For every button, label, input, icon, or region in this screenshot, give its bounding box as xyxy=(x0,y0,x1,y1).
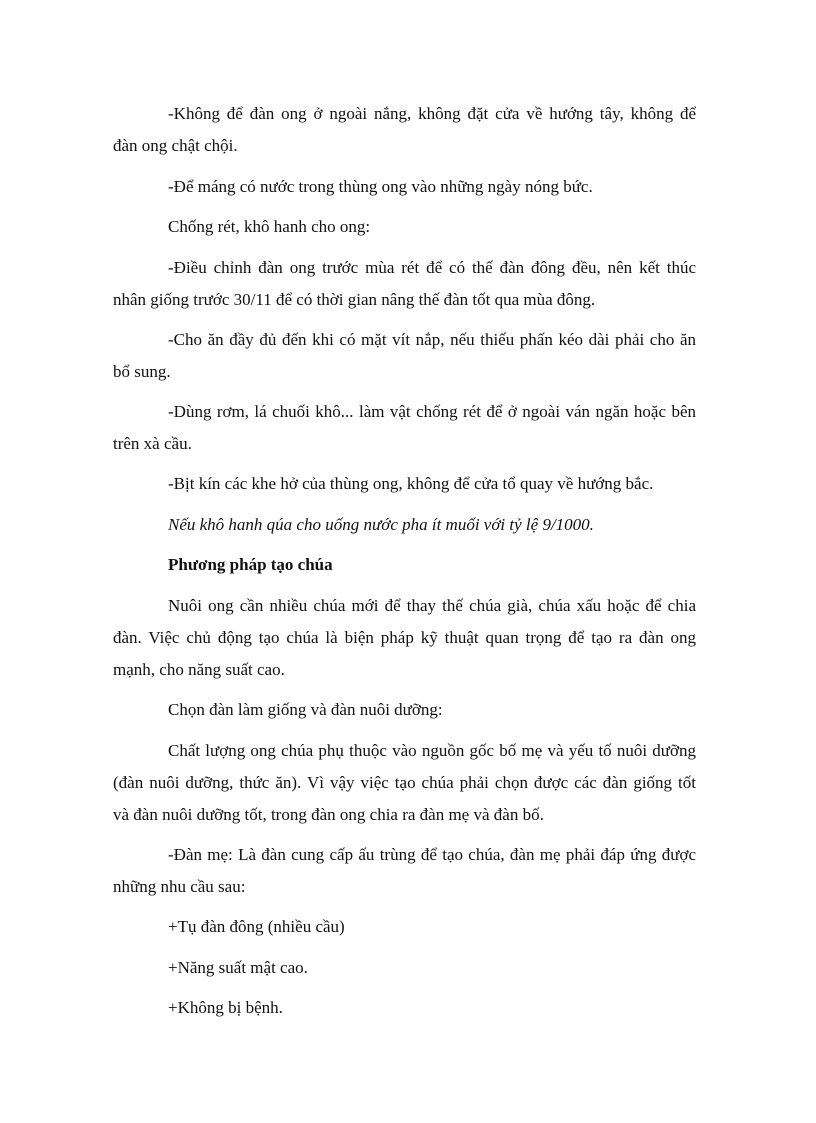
paragraph-line: đàn. Việc chủ động tạo chúa là biện pháp kỹ thuật quan trọng để tạo ra đàn ong xyxy=(113,628,696,647)
paragraph-line: -Bịt kín các khe hở của thùng ong, không để cửa tổ quay về hướng bắc. xyxy=(168,474,654,493)
paragraph-line: Chất lượng ong chúa phụ thuộc vào nguồn gốc bố mẹ và yếu tố nuôi dưỡng xyxy=(168,741,696,760)
section-heading: Phương pháp tạo chúa xyxy=(168,555,333,574)
list-item: +Năng suất mật cao. xyxy=(168,958,308,977)
paragraph-line: mạnh, cho năng suất cao. xyxy=(113,660,285,679)
paragraph-line: -Điều chỉnh đàn ong trước mùa rét để có thế đàn đông đều, nên kết thúc xyxy=(168,258,696,277)
paragraph-line: những nhu cầu sau: xyxy=(113,877,246,896)
paragraph-line: -Đàn mẹ: Là đàn cung cấp ấu trùng để tạo chúa, đàn mẹ phải đáp ứng được xyxy=(168,845,696,864)
paragraph-line: Chọn đàn làm giống và đàn nuôi dưỡng: xyxy=(168,700,443,719)
paragraph-line: nhân giống trước 30/11 để có thời gian nâng thế đàn tốt qua mùa đông. xyxy=(113,290,596,309)
paragraph-line: trên xà cầu. xyxy=(113,434,192,453)
list-item: +Không bị bệnh. xyxy=(168,998,283,1017)
paragraph-line: Nuôi ong cần nhiều chúa mới để thay thế chúa già, chúa xấu hoặc để chia xyxy=(168,596,696,615)
paragraph-line: (đàn nuôi dưỡng, thức ăn). Vì vậy việc tạo chúa phải chọn được các đàn giống tốt xyxy=(113,773,696,792)
paragraph-line: -Cho ăn đầy đủ đến khi có mặt vít nắp, nếu thiếu phấn kéo dài phải cho ăn xyxy=(168,330,696,349)
paragraph-line: -Dùng rơm, lá chuối khô... làm vật chống rét để ở ngoài ván ngăn hoặc bên xyxy=(168,402,696,421)
paragraph-line: Chống rét, khô hanh cho ong: xyxy=(168,217,371,236)
list-item: +Tụ đàn đông (nhiều cầu) xyxy=(168,917,345,936)
paragraph-line: -Để máng có nước trong thùng ong vào những ngày nóng bức. xyxy=(168,177,593,196)
paragraph-line: bổ sung. xyxy=(113,362,171,381)
paragraph-line: -Không để đàn ong ở ngoài nắng, không đặt cửa về hướng tây, không để xyxy=(168,104,696,123)
paragraph-line: đàn ong chật chội. xyxy=(113,136,238,155)
paragraph-line: và đàn nuôi dưỡng tốt, trong đàn ong chia ra đàn mẹ và đàn bố. xyxy=(113,805,544,824)
italic-note: Nếu khô hanh qúa cho uống nước pha ít muối với tỷ lệ 9/1000. xyxy=(168,515,594,534)
